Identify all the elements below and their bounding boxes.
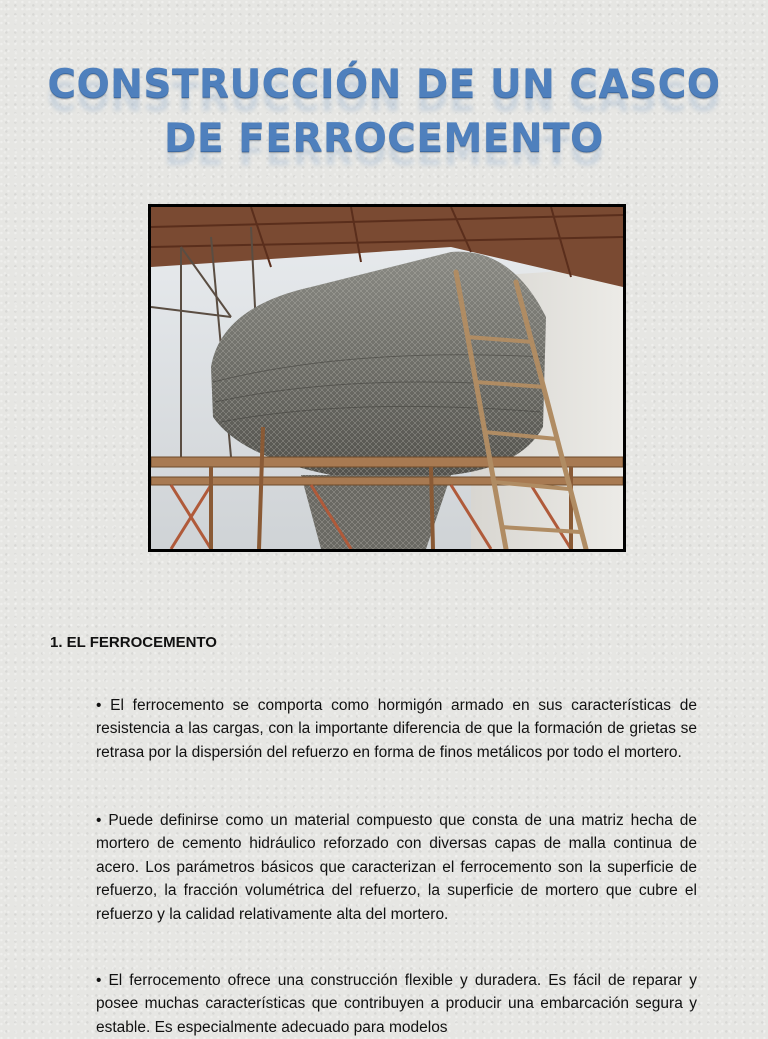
paragraph-2: • Puede definirse como un material compuesto que consta de una matriz hecha de mortero de cemento hidráulico reforzado con diversas capas de malla continua de acero. Los parámetros básicos que caracterizan el ferrocemento son la superficie de refuerzo, la fracción volumétrica del refuerzo, la superficie de mortero que cubre el refuerzo y la calidad relativamente alta del mortero. [96,812,697,923]
title-line-1: CONSTRUCCIÓN DE UN CASCO [47,62,721,107]
boat-hull-photo [148,204,626,552]
title-line-2: DE FERROCEMENTO [164,116,604,161]
boat-hull-illustration [151,207,623,549]
paragraph-3: • El ferrocemento ofrece una construcción flexible y duradera. Es fácil de reparar y posee muchas características que contribuyen a producir una embarcación segura y estable. Es especialmente adecuado para modelos [96,972,697,1036]
page-title [0,58,768,166]
section-heading: 1. EL FERROCEMENTO [50,634,217,651]
paragraph-1: • El ferrocemento se comporta como hormigón armado en sus características de resistencia a las cargas, con la importante diferencia de que la formación de grietas se retrasa por la dispersión del refuerzo en forma de finos metálicos por todo el mortero. [96,697,697,761]
